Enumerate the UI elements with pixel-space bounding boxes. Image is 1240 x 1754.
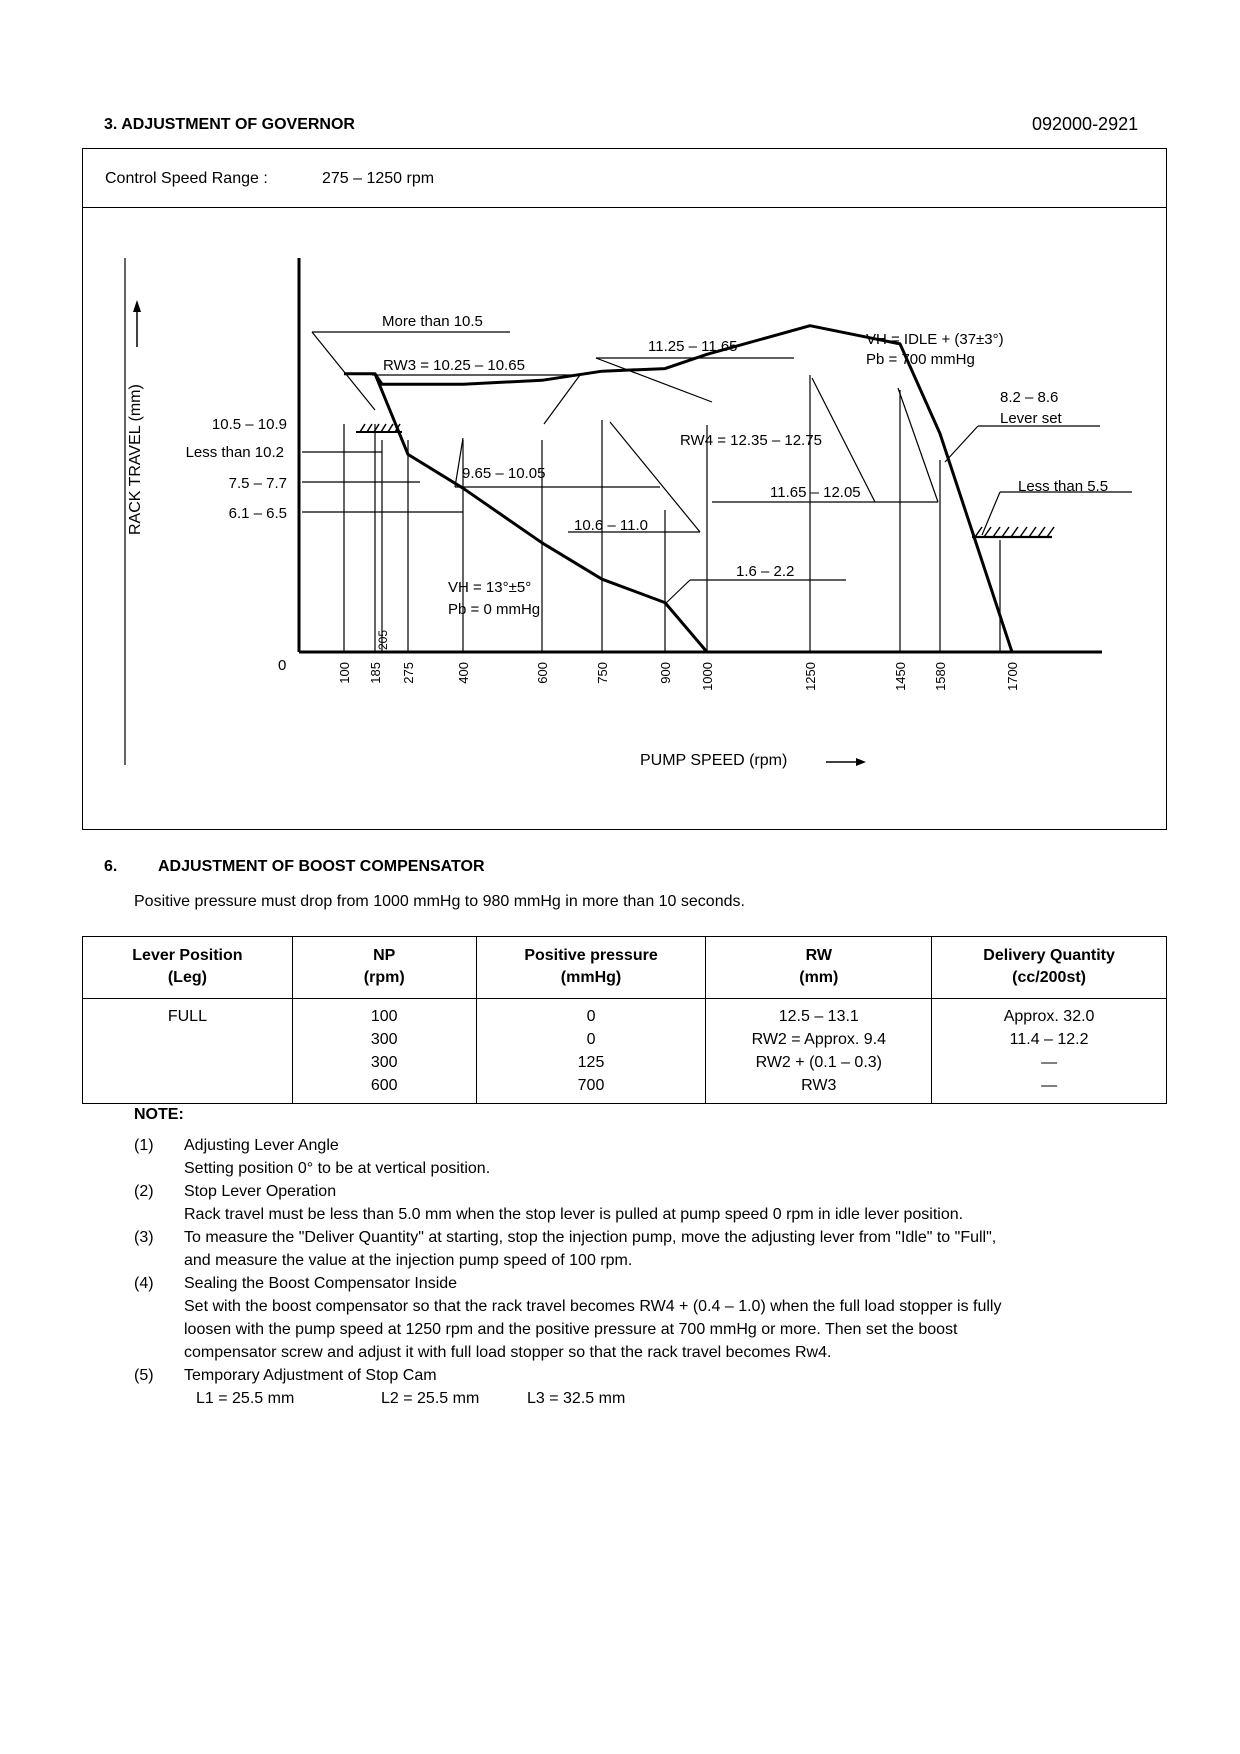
note-item: (1) Adjusting Lever Angle Setting position 0° to be at vertical position. xyxy=(134,1137,491,1177)
stop-cam-values xyxy=(184,1387,1174,1410)
chart-annotation: Lever set xyxy=(1000,410,1062,427)
x-tick-label-900: 900 xyxy=(658,662,673,684)
cell-np: 100 300 300 600 xyxy=(292,998,476,1103)
note-heading: NOTE: xyxy=(134,1106,184,1123)
control-speed-range-value: 275 – 1250 rpm xyxy=(322,170,435,187)
stopper-hatch xyxy=(1020,527,1027,537)
leader-8-2 xyxy=(945,426,978,462)
stopper-hatch xyxy=(1011,527,1018,537)
series-line-2 xyxy=(375,374,707,652)
table-header-row xyxy=(83,937,1167,999)
table-row xyxy=(83,998,1167,1103)
chart-annotation: 11.65 – 12.05 xyxy=(770,484,861,501)
x-tick-label-400: 400 xyxy=(456,662,471,684)
section-title-governor: 3. ADJUSTMENT OF GOVERNOR xyxy=(104,116,355,133)
leader-11-65 xyxy=(898,388,938,502)
boost-intro: Positive pressure must drop from 1000 mmHg to 980 mmHg in more than 10 seconds. xyxy=(134,893,745,910)
header-positive-pressure: Positive pressure (mmHg) xyxy=(476,937,706,999)
document-number: 092000-2921 xyxy=(1032,114,1139,134)
stopper-hatch xyxy=(360,424,365,432)
stopper-hatch xyxy=(367,424,372,432)
section-number-boost: 6. xyxy=(104,858,118,875)
cell-positive-pressure: 0 0 125 700 xyxy=(476,998,706,1103)
chart-annotation: 9.65 – 10.05 xyxy=(462,465,546,482)
stopper-hatch xyxy=(975,527,982,537)
note-item: (3) To measure the "Deliver Quantity" at starting, stop the injection pump, move the adjusting lever from "Idle" to "Full", and measure the value at the injection pump speed of 100 rpm. xyxy=(134,1229,997,1269)
stop-cam-l3: L3 = 32.5 mm xyxy=(527,1390,626,1407)
cell-lever-position: FULL xyxy=(83,998,293,1103)
note-list xyxy=(134,1134,1174,1410)
section-title-boost: ADJUSTMENT OF BOOST COMPENSATOR xyxy=(158,858,485,875)
note-item: (4) Sealing the Boost Compensator Inside Set with the boost compensator so that the rack travel becomes RW4 + (0.4 – 1.0) when the full load stopper is fully loosen with the pump speed at 1250 rpm and the positive pressure at 700 mmHg or more. Then set the boost compensator screw and adjust it with full load stopper so that the rack travel becomes Rw4. xyxy=(134,1275,1002,1361)
stopper-hatch xyxy=(993,527,1000,537)
header-lever-position: Lever Position (Leg) xyxy=(83,937,293,999)
chart-annotation: Pb = 700 mmHg xyxy=(866,351,975,368)
chart-annotation: More than 10.5 xyxy=(382,313,483,330)
cell-rw: 12.5 – 13.1 RW2 = Approx. 9.4 RW2 + (0.1 – 0.3) RW3 xyxy=(706,998,932,1103)
stopper-hatch xyxy=(381,424,386,432)
chart-annotation: 1.6 – 2.2 xyxy=(736,563,795,580)
origin-label: 0 xyxy=(278,657,287,674)
stopper-hatch xyxy=(1047,527,1054,537)
chart-annotation: 10.6 – 11.0 xyxy=(574,517,648,534)
header-np: NP (rpm) xyxy=(292,937,476,999)
chart-annotation: VH = 13°±5° xyxy=(448,579,532,596)
stopper-hatch xyxy=(1002,527,1009,537)
x-tick-label-1450: 1450 xyxy=(893,662,908,691)
chart-annotation: VH = IDLE + (37±3°) xyxy=(866,331,1004,348)
x-tick-label-750: 750 xyxy=(595,662,610,684)
boost-compensator-table xyxy=(82,936,1167,1104)
x-tick-label-600: 600 xyxy=(535,662,550,684)
leader-more-than-10-5 xyxy=(312,332,375,410)
x-tick-label-1000: 1000 xyxy=(700,662,715,691)
leader-1-6 xyxy=(665,580,690,604)
stopper-hatch xyxy=(1029,527,1036,537)
stopper-hatch xyxy=(1038,527,1045,537)
chart-annotation: Less than 5.5 xyxy=(1018,478,1109,495)
leader-rw3 xyxy=(544,375,580,424)
y-axis-label: RACK TRAVEL (mm) xyxy=(127,384,144,535)
stop-cam-l1: L1 = 25.5 mm xyxy=(196,1390,295,1407)
leader-less-than-5-5 xyxy=(982,492,1000,535)
x-tick-label-1700: 1700 xyxy=(1005,662,1020,691)
x-tick-label-205: 205 xyxy=(376,629,390,650)
x-tick-label-100: 100 xyxy=(337,662,352,684)
x-tick-label-275: 275 xyxy=(401,662,416,684)
stopper-hatch xyxy=(388,424,393,432)
chart-annotation: Pb = 0 mmHg xyxy=(448,601,541,618)
header-rw: RW (mm) xyxy=(706,937,932,999)
y-tick-label: 10.5 – 10.9 xyxy=(211,416,287,433)
note-item: (2) Stop Lever Operation Rack travel must be less than 5.0 mm when the stop lever is pulled at pump speed 0 rpm in idle lever position. xyxy=(134,1183,964,1223)
control-speed-range-label: Control Speed Range : xyxy=(105,170,268,187)
y-tick-label: 7.5 – 7.7 xyxy=(228,475,287,492)
header-delivery-quantity: Delivery Quantity (cc/200st) xyxy=(932,937,1167,999)
cell-delivery-quantity: Approx. 32.0 11.4 – 12.2 — — xyxy=(932,998,1167,1103)
y-axis-arrowhead xyxy=(133,300,141,312)
y-tick-label: Less than 10.2 xyxy=(185,444,284,461)
x-tick-label-1580: 1580 xyxy=(933,662,948,691)
x-axis-arrowhead xyxy=(856,758,866,766)
x-tick-label-185: 185 xyxy=(368,662,383,684)
x-tick-label-1250: 1250 xyxy=(803,662,818,691)
chart-annotation: 8.2 – 8.6 xyxy=(1000,389,1059,406)
y-tick-label: 6.1 – 6.5 xyxy=(228,505,287,522)
chart-annotation: 11.25 – 11.65 xyxy=(648,338,738,355)
chart-annotation: RW3 = 10.25 – 10.65 xyxy=(383,357,525,374)
x-axis-label: PUMP SPEED (rpm) xyxy=(640,752,788,769)
leader-11-25 xyxy=(596,358,712,402)
governor-chart xyxy=(0,0,1240,850)
note-item: (5) Temporary Adjustment of Stop Cam L1 = 25.5 mm L2 = 25.5 mm L3 = 32.5 mm xyxy=(134,1364,1174,1410)
stop-cam-l2: L2 = 25.5 mm xyxy=(381,1390,480,1407)
chart-annotation: RW4 = 12.35 – 12.75 xyxy=(680,432,822,449)
